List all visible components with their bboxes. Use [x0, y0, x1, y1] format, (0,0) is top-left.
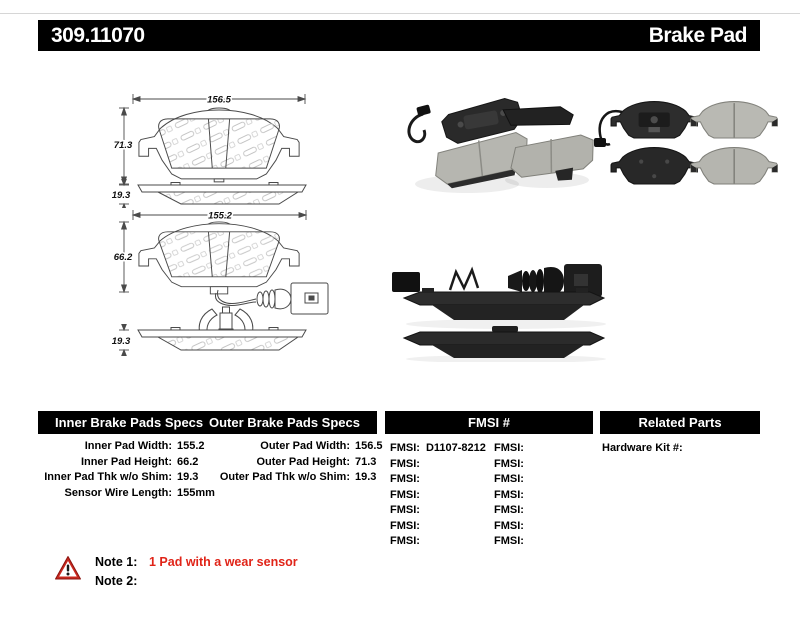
- spec-value: 71.3: [355, 455, 377, 468]
- top-divider: [0, 13, 800, 14]
- spec-value: 19.3: [177, 471, 199, 483]
- related-title-bar: [600, 411, 760, 434]
- table-row: [212, 455, 408, 471]
- note-1-text: 1 Pad with a wear sensor: [149, 555, 298, 569]
- outer-height-label: 71.3: [113, 140, 133, 151]
- fmsi-label: FMSI:: [494, 442, 524, 454]
- top-pad-edge: [404, 288, 604, 320]
- header-bar: [38, 20, 760, 51]
- fmsi-label: FMSI:: [390, 442, 420, 454]
- note-1: [95, 555, 298, 569]
- spec-value: 156.5: [355, 440, 383, 452]
- spec-label: Inner Pad Height:: [80, 455, 172, 468]
- backing-pad-top: [611, 102, 697, 138]
- part-number: 309.11070: [51, 23, 145, 47]
- inner-specs-title: Inner Brake Pads Specs: [55, 415, 204, 430]
- inner-height-label: 66.2: [113, 252, 133, 263]
- table-row: [38, 439, 228, 455]
- fmsi-label: FMSI:: [390, 535, 420, 547]
- spec-label: Sensor Wire Length:: [64, 486, 172, 499]
- inner-pad-diagram: [93, 203, 343, 361]
- outer-width-label: 156.5: [207, 94, 231, 106]
- spec-label: Outer Pad Height:: [256, 455, 350, 468]
- related-parts-title: Related Parts: [638, 415, 722, 430]
- table-row: [38, 486, 228, 502]
- hardware-kit-label: Hardware Kit #:: [602, 442, 683, 454]
- warning-triangle-icon: [54, 555, 82, 581]
- product-photo-edge-views: [392, 254, 614, 362]
- fmsi-label: FMSI:: [494, 519, 524, 532]
- sensor-wire: [409, 104, 431, 141]
- table-row: [390, 503, 594, 519]
- inner-specs-table: [38, 439, 228, 501]
- table-row: [390, 457, 594, 473]
- fmsi-label: FMSI:: [494, 473, 524, 485]
- inner-pad-side-view: [138, 328, 306, 351]
- spec-value: 66.2: [177, 455, 199, 468]
- table-row: [390, 441, 594, 457]
- outer-specs-table: [212, 439, 408, 486]
- table-row: [212, 470, 408, 486]
- fmsi-title-bar: [385, 411, 593, 434]
- spec-value: 155mm: [177, 486, 215, 499]
- page-title: Brake Pad: [648, 23, 747, 47]
- fmsi-label: FMSI:: [390, 504, 420, 516]
- friction-pad-top: [691, 102, 777, 138]
- table-row: [390, 488, 594, 504]
- specs-title-bar: [38, 411, 377, 434]
- table-row: [602, 441, 760, 457]
- fmsi-table: [390, 441, 594, 550]
- note-1-label: Note 1:: [95, 555, 138, 569]
- spec-label: Outer Pad Thk w/o Shim:: [219, 471, 350, 483]
- product-photo-pad-set: [592, 94, 778, 194]
- inner-width-label: 155.2: [208, 210, 232, 222]
- fmsi-label: FMSI:: [390, 473, 420, 485]
- spec-label: Outer Pad Width:: [260, 440, 350, 452]
- table-row: [390, 534, 594, 550]
- table-row: [390, 519, 594, 535]
- spec-label: Inner Pad Thk w/o Shim:: [44, 471, 172, 483]
- table-row: [390, 472, 594, 488]
- outer-specs-title: Outer Brake Pads Specs: [208, 415, 360, 430]
- spec-value: 19.3: [355, 471, 377, 483]
- table-row: [38, 470, 228, 486]
- spec-label: Inner Pad Width:: [84, 440, 172, 452]
- fmsi-label: FMSI:: [390, 519, 420, 532]
- related-parts-table: [602, 441, 760, 457]
- outer-thickness-label: 19.3: [111, 190, 131, 201]
- spec-value: 155.2: [177, 440, 205, 452]
- outer-pad-diagram: [93, 86, 328, 208]
- product-photo-scattered-pads: [397, 88, 595, 200]
- fmsi-label: FMSI:: [494, 535, 524, 547]
- table-row: [38, 455, 228, 471]
- outer-pad-side-view: [138, 183, 306, 205]
- fmsi-label: FMSI:: [390, 457, 420, 470]
- inner-thickness-label: 19.3: [111, 336, 131, 347]
- fmsi-label: FMSI:: [494, 488, 524, 501]
- fmsi-label: FMSI:: [494, 504, 524, 516]
- bottom-pad-edge: [404, 326, 604, 358]
- outer-pad-front-view: [139, 108, 299, 182]
- friction-pad-bottom: [691, 148, 777, 184]
- fmsi-value: D1107-8212: [425, 442, 486, 454]
- inner-pad-front-view: [139, 222, 299, 294]
- note-2-label: Note 2:: [95, 574, 138, 588]
- fmsi-label: FMSI:: [494, 457, 524, 470]
- note-2: [95, 574, 149, 588]
- fmsi-title: FMSI #: [468, 415, 510, 430]
- backing-pad-bottom: [611, 148, 697, 184]
- table-row: [212, 439, 408, 455]
- fmsi-label: FMSI:: [390, 488, 420, 501]
- wear-sensor-drawing: [216, 283, 328, 314]
